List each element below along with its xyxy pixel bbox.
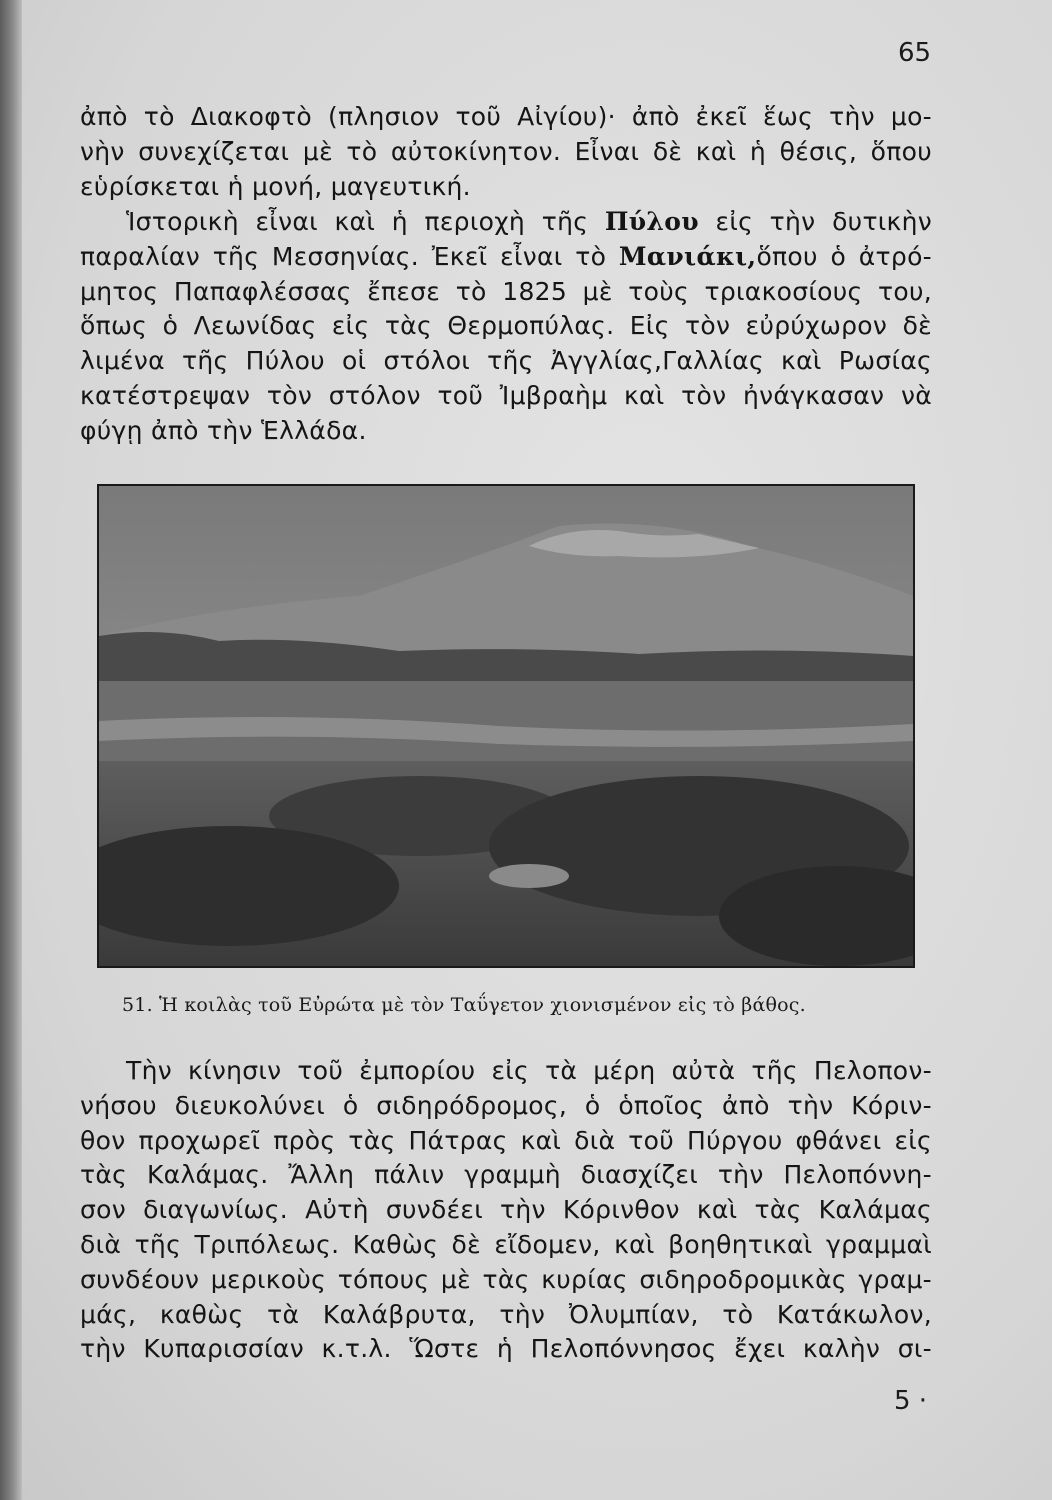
text-line: τὰς Καλάμας. Ἄλλη πάλιν γραμμὴ διασχίζει τὴν Πελοπόννη- xyxy=(80,1160,932,1190)
text-line: νὴν συνεχίζεται μὲ τὸ αὐτοκίνητον. Εἶναι δὲ καὶ ἡ θέσις, ὅπου xyxy=(80,136,932,166)
text-line: μάς, καθὼς τὰ Καλάβρυτα, τὴν Ὀλυμπίαν, τὸ Κατάκωλον, xyxy=(80,1299,932,1329)
bold-place-name-maniaki: Μανιάκι, xyxy=(618,241,757,271)
text-line: συνδέουν μερικοὺς τόπους μὲ τὰς κυρίας σιδηροδρομικὰς γραμ- xyxy=(80,1264,932,1294)
text-line: λιμένα τῆς Πύλου οἱ στόλοι τῆς Ἀγγλίας,Γαλλίας καὶ Ρωσίας xyxy=(80,346,932,376)
text-line: τὴν Κυπαρισσίαν κ.τ.λ. Ὥστε ἡ Πελοπόννησος ἔχει καλὴν σι- xyxy=(80,1334,932,1364)
landscape-photograph xyxy=(97,484,915,968)
photo-image xyxy=(99,486,913,966)
signature-mark: 5 · xyxy=(894,1386,928,1416)
figure-caption: 51. Ἡ κοιλὰς τοῦ Εὐρώτα μὲ τὸν Ταΰγετον χιονισμένον εἰς τὸ βάθος. xyxy=(122,994,806,1016)
text-line: Τὴν κίνησιν τοῦ ἐμπορίου εἰς τὰ μέρη αὐτὰ τῆς Πελοπον- xyxy=(126,1056,932,1085)
book-binding-edge xyxy=(0,0,22,1500)
text-line: σον διαγωνίως. Αὐτὴ συνδέει τὴν Κόρινθον καὶ τὰς Καλάμας xyxy=(80,1195,932,1225)
text-line: διὰ τῆς Τριπόλεως. Καθὼς δὲ εἴδομεν, καὶ βοηθητικαὶ γραμμαὶ xyxy=(80,1229,932,1259)
text-line: νήσου διευκολύνει ὁ σιδηρόδρομος, ὁ ὁποῖος ἀπὸ τὴν Κόριν- xyxy=(80,1090,932,1120)
paragraph-monastery xyxy=(80,100,932,204)
text-run: παραλίαν τῆς Μεσσηνίας. Ἐκεῖ εἶναι τὸ xyxy=(80,241,619,271)
light-patch xyxy=(489,864,569,888)
text-line: κατέστρεψαν τὸν στόλον τοῦ Ἰμβραὴμ καὶ τὸν ἠνάγκασαν νὰ xyxy=(80,380,932,410)
paragraph-railway xyxy=(80,1054,932,1367)
text-line: ἀπὸ τὸ Διακοφτὸ (πλησιον τοῦ Αἰγίου)· ἀπὸ ἐκεῖ ἕως τὴν μο- xyxy=(80,102,932,131)
paragraph-pylos xyxy=(80,205,932,449)
text-line xyxy=(80,205,932,240)
book-page xyxy=(22,0,1052,1500)
text-run: Ἱστορικὴ εἶναι καὶ ἡ περιοχὴ τῆς xyxy=(126,207,605,236)
text-run: εἰς τὴν δυτικὴν xyxy=(698,207,933,236)
page-number: 65 xyxy=(898,38,932,68)
text-line: θον προχωρεῖ πρὸς τὰς Πάτρας καὶ διὰ τοῦ Πύργου φθάνει εἰς xyxy=(80,1125,932,1155)
text-run: ὅπου ὁ ἀτρό- xyxy=(756,241,932,271)
text-line: φύγῃ ἀπὸ τὴν Ἑλλάδα. xyxy=(80,415,367,445)
text-line: εὑρίσκεται ἡ μονή, μαγευτική. xyxy=(80,171,471,201)
text-line: ὅπως ὁ Λεωνίδας εἰς τὰς Θερμοπύλας. Εἰς τὸν εὐρύχωρον δὲ xyxy=(80,311,932,341)
text-line xyxy=(80,240,932,275)
bold-place-name-pylos: Πύλου xyxy=(604,207,699,236)
text-line: μητος Παπαφλέσσας ἔπεσε τὸ 1825 μὲ τοὺς τριακοσίους του, xyxy=(80,276,932,306)
